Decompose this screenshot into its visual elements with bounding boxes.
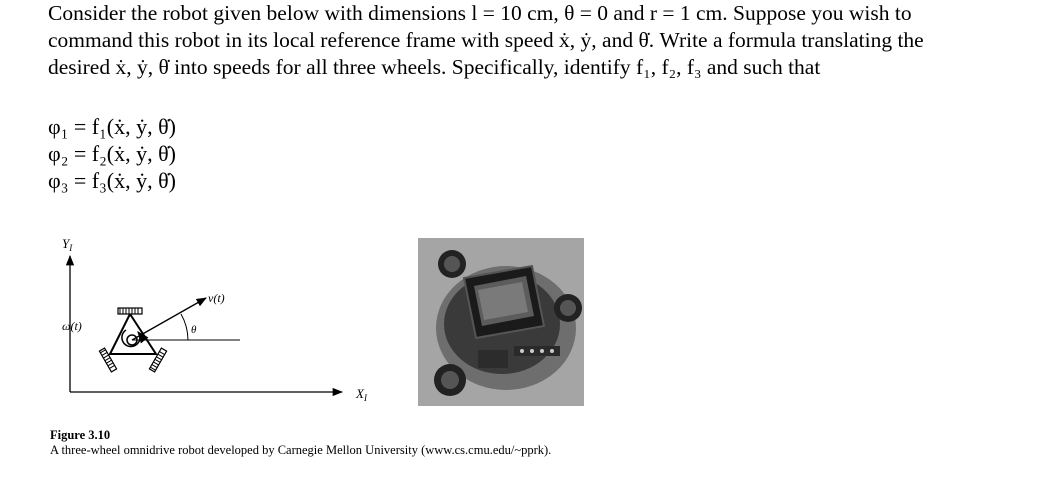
problem-statement xyxy=(48,0,1038,81)
equation-1: φ₁ = f₁(ẋ, ẏ, θ̇) xyxy=(48,114,176,139)
velocity-label: v(t) xyxy=(208,291,225,305)
robot-photo xyxy=(418,238,584,406)
problem-line-1: Consider the robot given below with dimensions l = 10 cm, θ = 0 and r = 1 cm. Suppose you wish to xyxy=(48,1,912,25)
figure-caption-text: A three-wheel omnidrive robot developed by Carnegie Mellon University (www.cs.cmu.edu/~pprk). xyxy=(50,443,552,457)
equation-2: φ₂ = f₂(ẋ, ẏ, θ̇) xyxy=(48,141,176,166)
problem-line-3: desired ẋ, ẏ, θ̇ into speeds for all three wheels. Specifically, identify f₁, f₂, f₃ and such that xyxy=(48,55,821,79)
wheel-3 xyxy=(149,348,166,372)
y-axis-label: $Y_I$ xyxy=(62,236,73,253)
figure-caption xyxy=(50,428,551,458)
robot-frame-diagram xyxy=(50,232,390,412)
x-axis-label: $X_I$ xyxy=(356,386,367,403)
theta-arc xyxy=(181,314,188,340)
equation-3: φ₃ = f₃(ẋ, ẏ, θ̇) xyxy=(48,168,176,193)
wheel-1 xyxy=(118,308,142,314)
equation-block xyxy=(48,113,176,194)
theta-label: θ xyxy=(191,324,197,336)
problem-line-2: command this robot in its local reference frame with speed ẋ, ẏ, and θ̇. Write a formula translating the xyxy=(48,28,924,52)
omega-label: ω(t) xyxy=(62,319,82,333)
wheel-2 xyxy=(99,348,116,372)
figure-label: Figure 3.10 xyxy=(50,428,111,442)
